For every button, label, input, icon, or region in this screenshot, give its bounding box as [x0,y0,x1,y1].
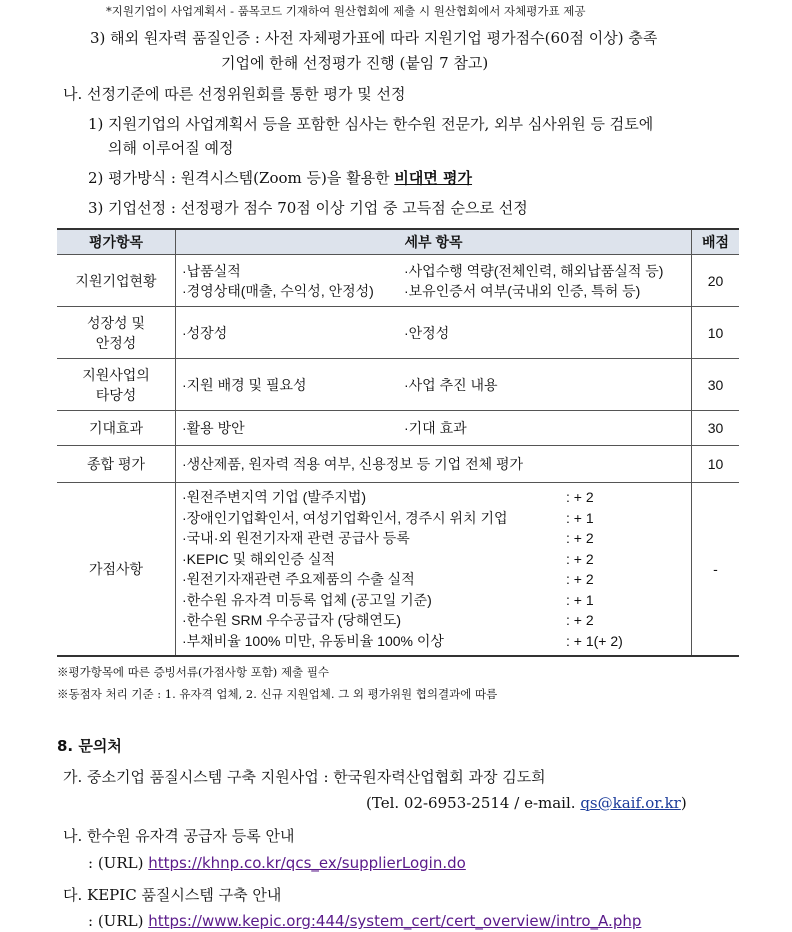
bonus-items [182,487,562,651]
bonus-item: ·KEPIC 및 해외인증 실적 [182,550,336,567]
section-na-heading: 나. 선정기준에 따른 선정위원회를 통한 평가 및 선정 [63,85,406,103]
row-score: 30 [692,359,740,411]
bonus-detail [176,483,692,657]
bonus-point: : + 1 [566,591,594,608]
bonus-item: ·국내·외 원전기자재 관련 공급사 등록 [182,530,410,546]
top-note: *지원기업이 사업계획서 - 품목코드 기재하여 원산협회에 제출 시 원산협회에서 자체평가표 제공 [106,4,586,18]
category-line: 지원사업의 [82,366,150,383]
bonus-point: : + 2 [566,571,594,587]
item3-line1: 3) 해외 원자력 품질인증 : 사전 자체평가표에 따라 지원기업 평가점수(60점 이상) 충족 [90,29,658,47]
bonus-item: ·원전기자재관련 주요제품의 수출 실적 [182,571,415,587]
bonus-point: : + 1 [566,509,594,526]
contact-ga: 가. 중소기업 품질시스템 구축 지원사업 : 한국원자력산업협회 과장 김도희 [63,768,546,786]
detail-item: ·안정성 [404,324,450,341]
evaluation-table [57,228,739,657]
category-line: 안정성 [95,334,137,351]
category-line: 타당성 [95,386,137,403]
row-category: 가점사항 [57,483,176,657]
row-score: 10 [692,446,740,483]
bonus-point: : + 2 [566,612,594,628]
header-detail: 세부 항목 [176,229,692,255]
bonus-point: : + 2 [566,489,594,505]
row-detail [176,307,692,359]
row-category: 기대효과 [57,411,176,446]
section-8-title: 8. 문의처 [57,737,122,755]
na1-line1: 1) 지원기업의 사업계획서 등을 포함한 심사는 한수원 전문가, 외부 심사위원 등 검토에 [88,115,654,133]
row-detail [176,411,692,446]
header-category: 평가항목 [57,229,176,255]
detail-item: ·사업 추진 내용 [404,376,498,393]
row-score: - [692,483,740,657]
row-score: 30 [692,411,740,446]
row-score: 20 [692,255,740,307]
note-1: ※평가항목에 따른 증빙서류(가점사항 포함) 제출 필수 [57,665,330,679]
row-category [57,307,176,359]
contact-tel-line [366,794,687,812]
detail-item: ·성장성 [182,324,228,341]
contact-na: 나. 한수원 유자격 공급자 등록 안내 [63,827,295,845]
url-prefix: : (URL) [88,854,144,872]
detail-item: ·활용 방안 [182,420,245,436]
row-detail [176,255,692,307]
bonus-item: ·한수원 유자격 미등록 업체 (공고일 기준) [182,591,432,608]
note-2: ※동점자 처리 기준 : 1. 유자격 업체, 2. 신규 지원업체. 그 외 평가위원 협의결과에 따름 [57,687,498,701]
contact-tel: (Tel. 02-6953-2514 / e-mail. [366,794,576,812]
contact-da-url-line [88,912,641,930]
table-row-bonus [57,483,739,657]
contact-na-url-line [88,854,466,872]
table-row [57,307,739,359]
table-header-row [57,229,739,255]
contact-da: 다. KEPIC 품질시스템 구축 안내 [63,886,282,904]
bonus-item: ·원전주변지역 기업 (발주지법) [182,489,367,505]
detail-item: ·보유인증서 여부(국내외 인증, 특허 등) [404,282,641,299]
detail-item: ·경영상태(매출, 수익성, 안정성) [182,282,374,299]
table-row [57,359,739,411]
na1-line2: 의해 이루어질 예정 [108,139,234,157]
bonus-point: : + 2 [566,550,594,567]
row-category [57,359,176,411]
kepic-link[interactable]: https://www.kepic.org:444/system_cert/cert_overview/intro_A.php [148,912,642,930]
detail-item: ·기대 효과 [404,420,467,436]
bonus-point: : + 1(+ 2) [566,632,623,649]
header-score: 배점 [692,229,740,255]
row-category: 지원기업현황 [57,255,176,307]
category-line: 성장성 및 [87,314,145,331]
table-row [57,411,739,446]
bonus-points [562,487,623,651]
row-detail: ·생산제품, 원자력 적용 여부, 신용정보 등 기업 전체 평가 [176,446,692,483]
bonus-point: : + 2 [566,530,594,546]
na3-line: 3) 기업선정 : 선정평가 점수 70점 이상 기업 중 고득점 순으로 선정 [88,199,528,217]
email-link[interactable]: qs@kaif.or.kr [580,794,681,812]
bonus-item: ·장애인기업확인서, 여성기업확인서, 경주시 위치 기업 [182,509,508,526]
row-category: 종합 평가 [57,446,176,483]
url-prefix: : (URL) [88,912,144,930]
row-detail [176,359,692,411]
detail-item: ·납품실적 [182,262,241,279]
row-score: 10 [692,307,740,359]
detail-item: ·사업수행 역량(전체인력, 해외납품실적 등) [404,262,664,279]
khnp-link[interactable]: https://khnp.co.kr/qcs_ex/supplierLogin.do [148,854,466,872]
na2-prefix: 2) 평가방식 : 원격시스템(Zoom 등)을 활용한 [88,169,390,187]
bonus-item: ·한수원 SRM 우수공급자 (당해연도) [182,612,402,628]
na2-line [88,167,472,188]
item3-line2: 기업에 한해 선정평가 진행 (붙임 7 참고) [221,54,489,72]
table-row [57,255,739,307]
contact-close: ) [680,794,687,812]
table-row [57,446,739,483]
bonus-item: ·부채비율 100% 미만, 유동비율 100% 이상 [182,632,444,649]
detail-item: ·지원 배경 및 필요성 [182,376,307,393]
na2-highlight: 비대면 평가 [394,169,473,187]
